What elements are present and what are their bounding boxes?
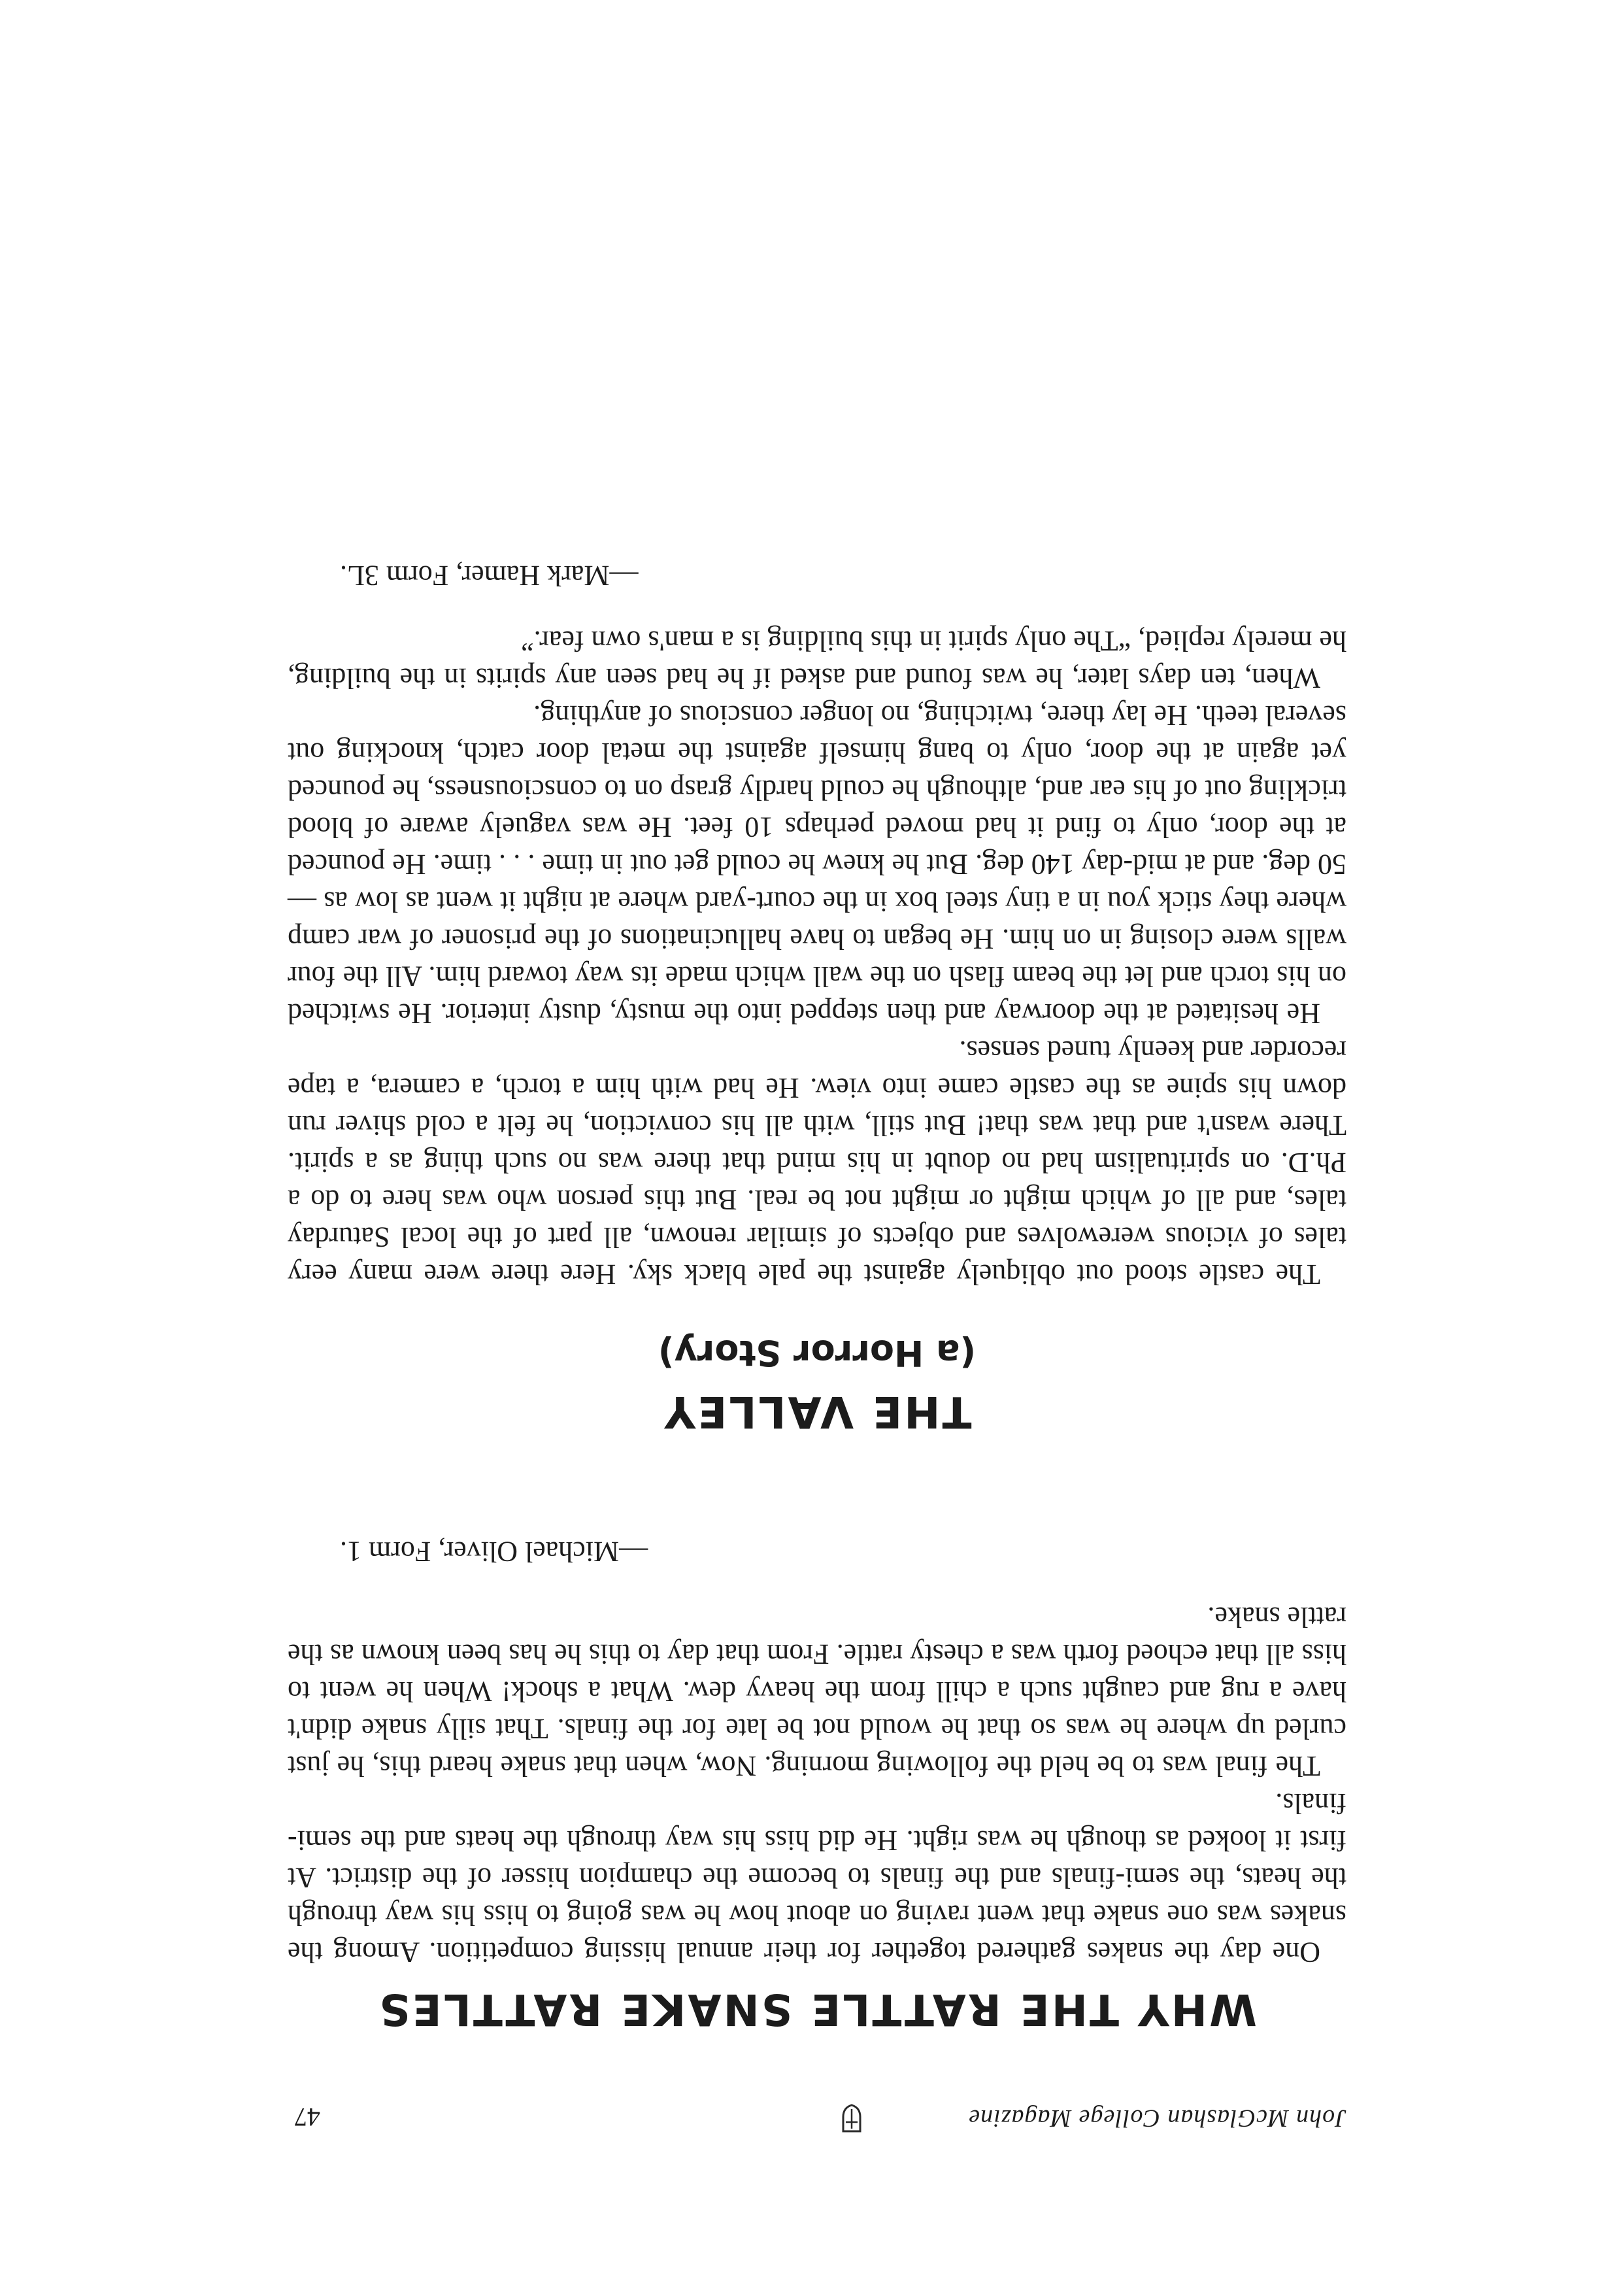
- byline-mark-hamer: —Mark Hamer, Form 3L.: [340, 560, 639, 592]
- story-title-rattle-snake: WHY THE RATTLE SNAKE RATTLES: [377, 1984, 1257, 2034]
- page-number: 47: [294, 2102, 320, 2132]
- story-paragraph: He hesitated at the doorway and then stepped into the musty, dusty interior. He switched on his torch and let the beam flash on the wall which made its way toward him. All the four walls were closing in on him. He began to have hallucinations of the prisoner of war camp where they stick you in a tiny steel box in the court-yard where at night it went as low as — 50 deg. and at mid-day 140 deg. But he knew he could get out in time . . . time. He pounced at the door, only to find it had moved perhaps 10 feet. He was vaguely aware of blood trickling out of his ear and, although he could hardly grasp on to consciousness, he pounced yet again at the door, only to bang himself against the metal door catch, knocking out several teeth. He lay there, twitching, no longer conscious of anything.: [288, 700, 1346, 1030]
- story-title-the-valley: THE VALLEY: [662, 1387, 972, 1437]
- story-body-rattle-snake: [288, 1598, 1346, 1971]
- story-paragraph: One day the snakes gathered together for their annual hissing competition. Among the snakes was one snake that went raving on about how he was going to hiss his way through the heats, the semi-finals and the finals to become the champion hisser of the district. At first it looked as though he was right. He did hiss his way through the heats and the semi-finals.: [288, 1787, 1346, 1968]
- running-head: [288, 2087, 1346, 2133]
- story-paragraph: When, ten days later, he was found and asked if he had seen any spirits in the building, he merely replied, “The only spirit in this building is a man's own fear.”: [288, 625, 1346, 694]
- byline-michael-oliver: —Michael Oliver, Form 1.: [340, 1536, 648, 1568]
- story-subtitle-horror-story: (a Horror Story): [658, 1332, 977, 1374]
- magazine-title: John McGlashan College Magazine: [968, 2104, 1346, 2132]
- story-body-the-valley: [288, 622, 1346, 1293]
- story-paragraph: The final was to be held the following morning. Now, when that snake heard this, he just curled up where he was so that he would not be late for the finals. That silly snake didn't have a rug and caught such a chill from the heavy dew. What a shock! When he went to hiss all that echoed forth was a chesty rattle. From that day to this he has been known as the rattle snake.: [288, 1601, 1346, 1782]
- page-content: [288, 559, 1346, 2133]
- crest-ornament-icon: [841, 2104, 863, 2134]
- story-paragraph: The castle stood out obliquely against the pale black sky. Here there were many eery tales of vicious werewolves and objects of similar renown, all part of the local Saturday tales, and all of which might or might not be real. But this person who was here to do a Ph.D. on spiritualism had no doubt in his mind that there was no such thing as a spirit. There wasn't and that was that! But still, with all his conviction, he felt a cold shiver run down his spine as the castle came into view. He had with him a torch, a camera, a tape recorder and keenly tuned senses.: [288, 1035, 1346, 1291]
